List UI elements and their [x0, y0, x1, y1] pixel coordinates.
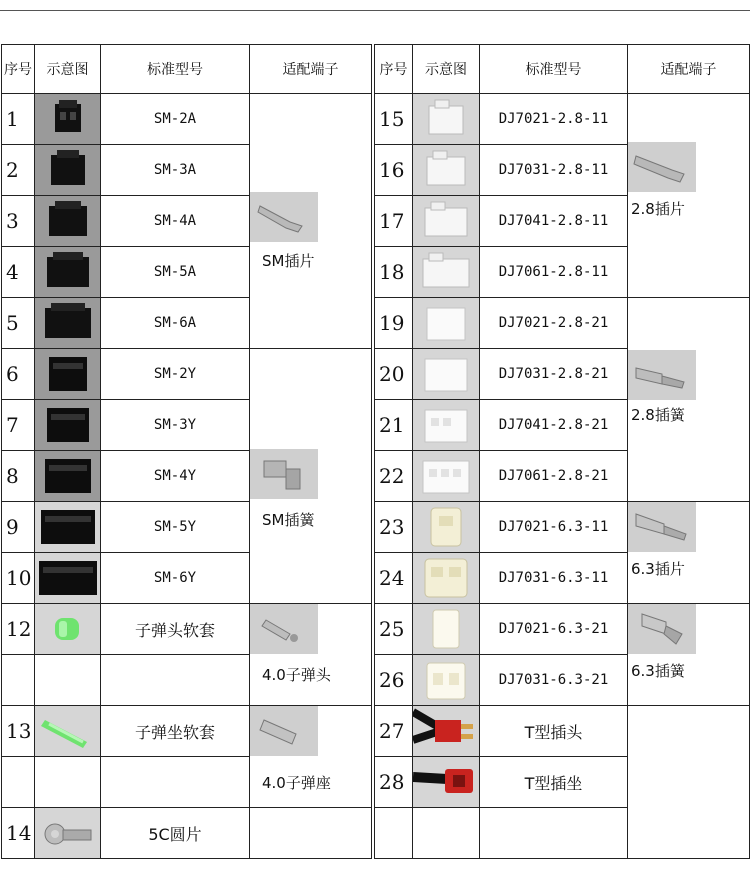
row-number: 25 — [375, 604, 413, 655]
terminal-label: 6.3插片 — [631, 560, 685, 578]
terminal-cell — [628, 298, 750, 502]
row-number: 4 — [2, 247, 35, 298]
model-cell: DJ7041-2.8-11 — [480, 196, 628, 247]
table-row — [2, 706, 372, 757]
sm-housing-6y-icon — [35, 553, 101, 604]
terminal-label: 2.8插片 — [631, 200, 685, 218]
header-model: 标准型号 — [480, 45, 628, 94]
model-cell — [101, 757, 250, 808]
cream-housing-icon — [413, 655, 480, 706]
sm-housing-2y-icon — [35, 349, 101, 400]
model-cell: 5C圆片 — [101, 808, 250, 859]
model-cell: 子弹坐软套 — [101, 706, 250, 757]
row-number: 8 — [2, 451, 35, 502]
row-number: 22 — [375, 451, 413, 502]
table-row — [2, 808, 372, 859]
header-terminal: 适配端子 — [250, 45, 372, 94]
terminal-label: 4.0子弹头 — [262, 666, 331, 684]
white-housing-icon — [413, 145, 480, 196]
white-housing-icon — [413, 298, 480, 349]
model-cell — [480, 808, 628, 859]
row-number: 20 — [375, 349, 413, 400]
model-cell: DJ7031-2.8-21 — [480, 349, 628, 400]
row-number: 24 — [375, 553, 413, 604]
sm-housing-2a-icon — [35, 94, 101, 145]
terminal-cell — [250, 94, 372, 349]
sm-housing-5a-icon — [35, 247, 101, 298]
terminal-label: 6.3插簧 — [631, 662, 685, 680]
green-sleeve-long-icon — [35, 706, 101, 757]
cream-housing-icon — [413, 502, 480, 553]
model-cell: SM-6A — [101, 298, 250, 349]
row-number: 18 — [375, 247, 413, 298]
header-no: 序号 — [375, 45, 413, 94]
top-rule — [0, 10, 750, 11]
green-sleeve-icon — [35, 604, 101, 655]
model-cell: DJ7021-6.3-21 — [480, 604, 628, 655]
model-cell: SM-2Y — [101, 349, 250, 400]
terminal-cell — [250, 706, 372, 808]
row-number: 17 — [375, 196, 413, 247]
row-number: 1 — [2, 94, 35, 145]
model-cell: SM-6Y — [101, 553, 250, 604]
table-row — [375, 502, 750, 553]
model-cell: SM-3Y — [101, 400, 250, 451]
model-cell: SM-3A — [101, 145, 250, 196]
white-housing-icon — [413, 451, 480, 502]
model-cell — [101, 655, 250, 706]
terminal-label: SM插簧 — [262, 511, 315, 529]
row-number: 28 — [375, 757, 413, 808]
model-cell: SM-5A — [101, 247, 250, 298]
empty-image-cell — [413, 808, 480, 859]
header-terminal: 适配端子 — [628, 45, 750, 94]
table-row — [375, 706, 750, 757]
terminal-cell — [628, 604, 750, 706]
model-cell: SM-2A — [101, 94, 250, 145]
row-number: 21 — [375, 400, 413, 451]
model-cell: DJ7021-6.3-11 — [480, 502, 628, 553]
model-cell: DJ7021-2.8-11 — [480, 94, 628, 145]
model-cell: DJ7031-2.8-11 — [480, 145, 628, 196]
terminal-label: 4.0子弹座 — [262, 774, 331, 792]
model-cell: DJ7031-6.3-21 — [480, 655, 628, 706]
white-housing-icon — [413, 349, 480, 400]
receptacle-terminal-icon — [628, 350, 696, 400]
row-number: 14 — [2, 808, 35, 859]
model-cell: DJ7021-2.8-21 — [480, 298, 628, 349]
row-number: 15 — [375, 94, 413, 145]
model-cell: SM-4A — [101, 196, 250, 247]
empty-image-cell — [35, 757, 101, 808]
terminal-label: 2.8插簧 — [631, 406, 685, 424]
receptacle-terminal-icon — [628, 604, 696, 654]
sm-housing-5y-icon — [35, 502, 101, 553]
white-housing-icon — [413, 94, 480, 145]
tab-terminal-icon — [628, 502, 696, 552]
sm-housing-6a-icon — [35, 298, 101, 349]
bullet-female-terminal-icon — [250, 706, 318, 756]
row-number: 6 — [2, 349, 35, 400]
model-cell: T型插头 — [480, 706, 628, 757]
header-image: 示意图 — [35, 45, 101, 94]
ring-terminal-icon — [35, 808, 101, 859]
row-number: 19 — [375, 298, 413, 349]
left-parts-table — [1, 44, 372, 859]
right-parts-table — [374, 44, 750, 859]
model-cell: DJ7061-2.8-21 — [480, 451, 628, 502]
tab-terminal-icon — [628, 142, 696, 192]
row-number — [375, 808, 413, 859]
t-socket-icon — [413, 757, 480, 808]
sm-socket-terminal-icon — [250, 449, 318, 499]
sm-housing-3a-icon — [35, 145, 101, 196]
row-number: 16 — [375, 145, 413, 196]
table-row — [375, 604, 750, 655]
model-cell: T型插坐 — [480, 757, 628, 808]
model-cell: DJ7031-6.3-11 — [480, 553, 628, 604]
row-number: 27 — [375, 706, 413, 757]
row-number: 7 — [2, 400, 35, 451]
white-housing-icon — [413, 247, 480, 298]
sm-housing-4a-icon — [35, 196, 101, 247]
cream-housing-icon — [413, 604, 480, 655]
row-number: 13 — [2, 706, 35, 757]
model-cell: DJ7061-2.8-11 — [480, 247, 628, 298]
header-no: 序号 — [2, 45, 35, 94]
model-cell: 子弹头软套 — [101, 604, 250, 655]
empty-terminal-cell — [250, 808, 372, 859]
row-number: 23 — [375, 502, 413, 553]
white-housing-icon — [413, 196, 480, 247]
t-plug-icon — [413, 706, 480, 757]
terminal-cell — [628, 94, 750, 298]
empty-image-cell — [35, 655, 101, 706]
row-number: 5 — [2, 298, 35, 349]
model-cell: DJ7041-2.8-21 — [480, 400, 628, 451]
row-number: 9 — [2, 502, 35, 553]
empty-terminal-cell — [628, 706, 750, 859]
cream-housing-icon — [413, 553, 480, 604]
sm-housing-4y-icon — [35, 451, 101, 502]
header-image: 示意图 — [413, 45, 480, 94]
table-row — [2, 94, 372, 145]
terminal-cell — [628, 502, 750, 604]
terminal-cell — [250, 604, 372, 706]
row-number: 10 — [2, 553, 35, 604]
table-row — [375, 94, 750, 145]
row-number: 3 — [2, 196, 35, 247]
table-row — [2, 604, 372, 655]
sm-pin-terminal-icon — [250, 192, 318, 242]
terminal-label: SM插片 — [262, 252, 315, 270]
white-housing-icon — [413, 400, 480, 451]
row-number — [2, 757, 35, 808]
terminal-cell — [250, 349, 372, 604]
table-row — [2, 349, 372, 400]
model-cell: SM-4Y — [101, 451, 250, 502]
left-header-row — [2, 45, 372, 94]
row-number: 12 — [2, 604, 35, 655]
model-cell: SM-5Y — [101, 502, 250, 553]
header-model: 标准型号 — [101, 45, 250, 94]
bullet-male-terminal-icon — [250, 604, 318, 654]
row-number: 2 — [2, 145, 35, 196]
row-number: 26 — [375, 655, 413, 706]
right-header-row — [375, 45, 750, 94]
row-number — [2, 655, 35, 706]
table-row — [375, 298, 750, 349]
sm-housing-3y-icon — [35, 400, 101, 451]
